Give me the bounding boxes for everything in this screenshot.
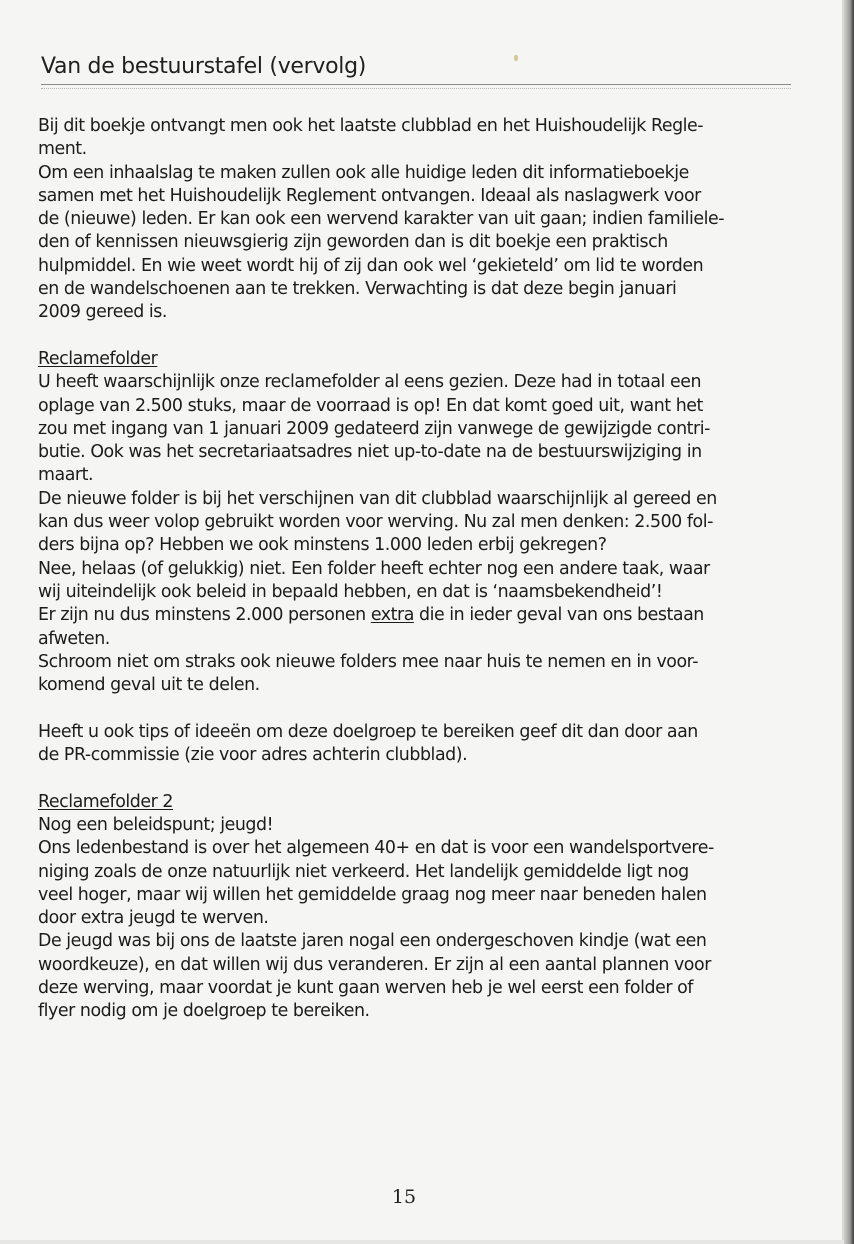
page-number: 15 — [391, 1186, 417, 1208]
extra-line-after: die in ieder geval van ons bestaan — [413, 605, 704, 626]
paragraph-gap — [38, 697, 790, 720]
text-line: butie. Ook was het secretariaatsadres niet up-to-date na de bestuurswijziging in — [38, 442, 702, 463]
section-heading-reclamefolder-2: Reclamefolder 2 — [38, 791, 174, 812]
text-line: en de wandelschoenen aan te trekken. Verwachting is dat deze begin januari — [38, 279, 677, 300]
text-line: De jeugd was bij ons de laatste jaren nogal een ondergeschoven kindje (wat een — [38, 931, 707, 952]
title-rule — [41, 84, 791, 89]
text-line: den of kennissen nieuwsgierig zijn geworden dan is dit boekje een praktisch — [38, 232, 668, 253]
page-title: Van de bestuurstafel (vervolg) — [41, 54, 367, 79]
extra-line-before: Er zijn nu dus minstens 2.000 personen — [38, 605, 371, 626]
extra-emphasis: extra — [370, 605, 414, 626]
text-line: Bij dit boekje ontvangt men ook het laatste clubblad en het Huishoudelijk Regle- — [38, 116, 704, 136]
text-line: De nieuwe folder is bij het verschijnen van dit clubblad waarschijnlijk al gereed en — [38, 488, 717, 509]
article-body — [38, 115, 790, 1024]
text-line: Nog een beleidspunt; jeugd! — [38, 814, 274, 835]
text-line: Nee, helaas (of gelukkig) niet. Een folder heeft echter nog een andere taak, waar — [38, 558, 710, 579]
text-line: zou met ingang van 1 januari 2009 gedateerd zijn vanwege de gewijzigde contri- — [38, 418, 710, 439]
text-line: woordkeuze), en dat willen wij dus veranderen. Er zijn al een aantal plannen voor — [38, 954, 711, 975]
text-line: kan dus weer volop gebruikt worden voor werving. Nu zal men denken: 2.500 fol- — [38, 512, 713, 533]
text-line: U heeft waarschijnlijk onze reclamefolder al eens gezien. Deze had in totaal een — [38, 372, 702, 393]
text-line: de PR-commissie (zie voor adres achterin clubblad). — [38, 745, 468, 766]
page-header — [41, 52, 791, 89]
text-line: Om een inhaalslag te maken zullen ook alle huidige leden dit informatieboekje — [38, 162, 689, 183]
text-line: Heeft u ook tips of ideeën om deze doelgroep te bereiken geef dit dan door aan — [38, 721, 698, 742]
text-line: wij uiteindelijk ook beleid in bepaald hebben, en dat is ‘naamsbekendheid’! — [38, 581, 663, 602]
text-line: flyer nodig om je doelgroep te bereiken. — [38, 1001, 370, 1022]
text-line: 2009 gereed is. — [38, 302, 167, 323]
booklet-spine-edge — [844, 0, 854, 1244]
text-line: veel hoger, maar wij willen het gemiddelde graag nog meer naar beneden halen — [38, 884, 707, 905]
text-line: maart. — [38, 465, 94, 486]
text-line: niging zoals de onze natuurlijk niet verkeerd. Het landelijk gemiddelde ligt nog — [38, 861, 689, 882]
text-line: hulpmiddel. En wie weet wordt hij of zij dan ook wel ‘gekieteld’ om lid te worden — [38, 255, 704, 276]
paragraph-gap — [38, 325, 790, 348]
text-line-extra — [38, 604, 790, 627]
text-line: Ons ledenbestand is over het algemeen 40+ en dat is voor een wandelsportvere- — [38, 838, 714, 859]
section-heading-reclamefolder: Reclamefolder — [38, 348, 158, 369]
text-line: ment. — [38, 139, 87, 160]
text-line: de (nieuwe) leden. Er kan ook een wervend karakter van uit gaan; indien familiele- — [38, 209, 725, 230]
text-line: ders bijna op? Hebben we ook minstens 1.000 leden erbij gekregen? — [38, 535, 607, 556]
text-line: afweten. — [38, 628, 110, 649]
text-line: samen met het Huishoudelijk Reglement ontvangen. Ideaal als naslagwerk voor — [38, 185, 701, 206]
text-line: Schroom niet om straks ook nieuwe folders mee naar huis te nemen en in voor- — [38, 651, 699, 672]
text-line: deze werving, maar voordat je kunt gaan werven heb je wel eerst een folder of — [38, 977, 693, 998]
text-line: door extra jeugd te werven. — [38, 908, 269, 929]
text-line: komend geval uit te delen. — [38, 675, 260, 696]
paragraph-gap — [38, 767, 790, 790]
text-line: oplage van 2.500 stuks, maar de voorraad is op! En dat komt goed uit, want het — [38, 395, 703, 416]
